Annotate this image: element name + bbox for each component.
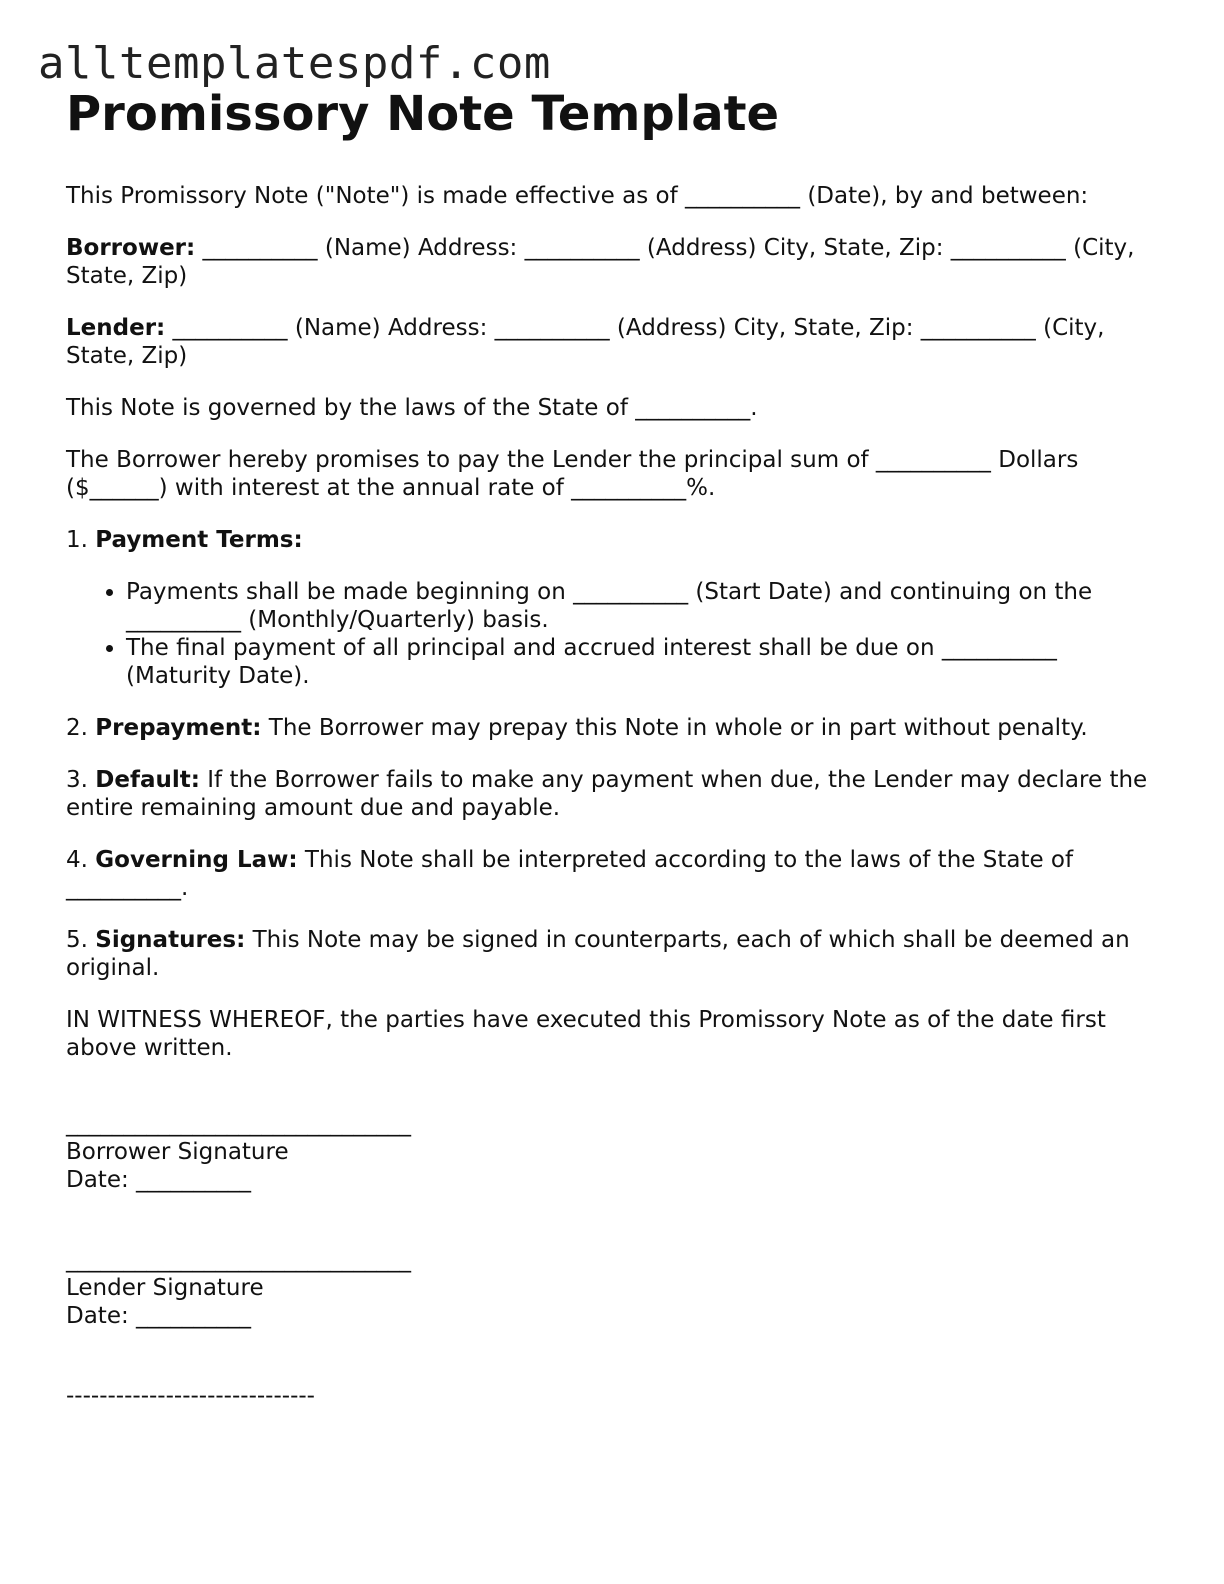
section-number: 1.: [66, 527, 88, 553]
borrower-label: Borrower:: [66, 235, 196, 261]
promise-paragraph: The Borrower hereby promises to pay the Lender the principal sum of __________ Dollars ($______) with interest at the annual rate of __________%.: [66, 447, 1079, 501]
section-text: This Note may be signed in counterparts, each of which shall be deemed an original.: [66, 927, 1130, 981]
document-body: [66, 84, 1156, 1410]
lender-details: __________ (Name) Address: __________ (Address) City, State, Zip: __________ (City, State, Zip): [66, 315, 1105, 369]
witness-paragraph: IN WITNESS WHEREOF, the parties have executed this Promissory Note as of the date first above written.: [66, 1007, 1106, 1061]
lender-label: Lender:: [66, 315, 166, 341]
lender-paragraph: [66, 314, 1156, 370]
section-default: [66, 766, 1156, 822]
section-governing-law: [66, 846, 1156, 902]
payment-terms-list: [66, 578, 1156, 690]
signature-line: ______________________________: [66, 1247, 411, 1273]
footer-divider: ------------------------------: [66, 1383, 315, 1409]
section-text: If the Borrower fails to make any payment when due, the Lender may declare the entire remaining amount due and payable.: [66, 767, 1148, 821]
borrower-signature-block: [66, 1110, 1156, 1194]
list-item: • Payments shall be made beginning on __________ (Start Date) and continuing on the __________ (Monthly/Quarterly) basis.: [126, 578, 1156, 634]
section-signatures: [66, 926, 1156, 982]
section-label: Prepayment:: [95, 715, 262, 741]
section-number: 3.: [66, 767, 88, 793]
section-label: Governing Law:: [95, 847, 298, 873]
section-number: 2.: [66, 715, 88, 741]
lender-signature-block: [66, 1246, 1156, 1330]
borrower-details: __________ (Name) Address: __________ (Address) City, State, Zip: __________ (City, State, Zip): [66, 235, 1135, 289]
signature-section: [66, 1110, 1156, 1410]
borrower-paragraph: [66, 234, 1156, 290]
section-prepayment: [66, 714, 1156, 742]
signature-label: Borrower Signature: [66, 1139, 289, 1165]
governed-paragraph: This Note is governed by the laws of the State of __________.: [66, 395, 758, 421]
intro-paragraph: This Promissory Note ("Note") is made effective as of __________ (Date), by and between:: [66, 183, 1089, 209]
section-label: Payment Terms:: [95, 527, 303, 553]
signature-date: Date: __________: [66, 1167, 252, 1193]
section-label: Signatures:: [95, 927, 246, 953]
section-label: Default:: [95, 767, 200, 793]
document-title: Promissory Note Template: [66, 86, 780, 142]
list-item: • The final payment of all principal and accrued interest shall be due on __________ (Maturity Date).: [126, 634, 1156, 690]
signature-date: Date: __________: [66, 1303, 252, 1329]
section-number: 5.: [66, 927, 88, 953]
section-number: 4.: [66, 847, 88, 873]
site-watermark: alltemplatespdf.com: [38, 38, 551, 89]
section-text: The Borrower may prepay this Note in whole or in part without penalty.: [268, 715, 1088, 741]
section-payment-terms-heading: [66, 526, 1156, 554]
section-text: This Note shall be interpreted according to the laws of the State of __________.: [66, 847, 1074, 901]
signature-line: ______________________________: [66, 1111, 411, 1137]
signature-label: Lender Signature: [66, 1275, 264, 1301]
